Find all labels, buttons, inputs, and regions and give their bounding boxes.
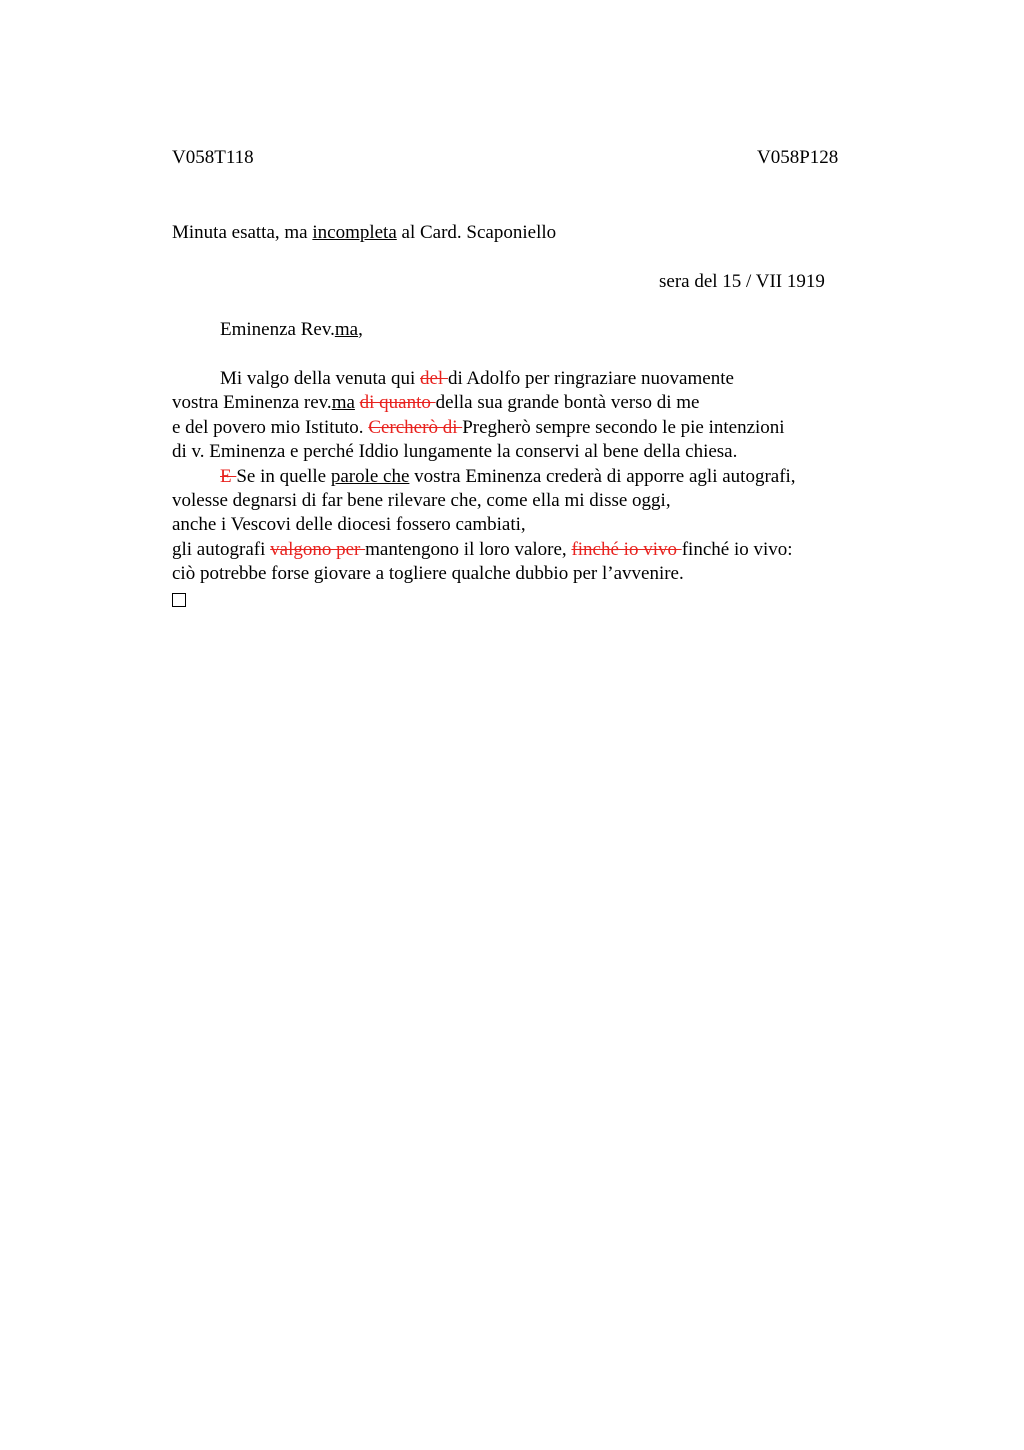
paragraph2-line1 — [172, 465, 872, 489]
deleted-text: di quanto — [359, 392, 436, 414]
paragraph1-line3 — [172, 416, 872, 440]
text-segment: volesse degnarsi di far bene rilevare che, come ella mi disse oggi, — [172, 489, 671, 511]
square-box-icon — [172, 593, 186, 607]
salutation-text: Eminenza Rev. — [220, 319, 335, 340]
letter-body — [172, 367, 872, 611]
title-text-end: al Card. Scaponiello — [396, 222, 557, 243]
text-segment: Mi valgo della venuta qui — [220, 368, 420, 389]
text-segment: della sua grande bontà verso di me — [435, 392, 700, 414]
paragraph2-line5 — [172, 562, 872, 586]
title-underlined-word: incompleta — [312, 222, 397, 243]
salutation — [220, 318, 363, 342]
text-segment: mantengono il loro valore, — [365, 538, 572, 560]
salutation-comma: , — [358, 319, 363, 340]
deleted-text: E — [220, 465, 237, 487]
underlined-phrase: parole che — [330, 465, 410, 487]
text-segment: vostra Eminenza crederà di apporre agli autografi, — [409, 465, 796, 487]
document-code-left: V058T118 — [172, 147, 254, 168]
text-segment: Se in quelle — [236, 465, 331, 487]
text-segment: vostra Eminenza rev. — [172, 392, 332, 414]
text-segment: finché io vivo: — [681, 538, 793, 560]
letter-date: sera del 15 / VII 1919 — [659, 271, 825, 292]
underlined-abbreviation: ma — [331, 392, 355, 414]
document-code-right: V058P128 — [757, 147, 839, 168]
paragraph2-line3 — [172, 513, 872, 537]
paragraph1-line2 — [172, 391, 872, 415]
paragraph1-line4 — [172, 440, 872, 464]
deleted-text: Cercherò di — [368, 416, 463, 438]
salutation-underlined: ma — [334, 319, 359, 340]
text-segment: anche i Vescovi delle diocesi fossero cambiati, — [172, 514, 526, 536]
end-marker-line — [172, 587, 872, 611]
deleted-text: del — [419, 368, 448, 389]
paragraph2-line2 — [172, 489, 872, 513]
text-segment: e del povero mio Istituto. — [172, 416, 369, 438]
title-text-start: Minuta esatta, ma — [172, 222, 313, 243]
text-segment: Pregherò sempre secondo le pie intenzioni — [462, 416, 785, 438]
paragraph1-line1 — [172, 367, 872, 391]
document-title — [172, 221, 556, 245]
text-segment: di Adolfo per ringraziare nuovamente — [447, 368, 734, 389]
deleted-text: finché io vivo — [571, 538, 682, 560]
text-segment: gli autografi — [172, 538, 271, 560]
text-segment: di v. Eminenza e perché Iddio lungamente la conservi al bene della chiesa. — [172, 441, 738, 463]
text-segment: ciò potrebbe forse giovare a togliere qualche dubbio per l’avvenire. — [172, 563, 684, 585]
deleted-text: valgono per — [270, 538, 366, 560]
paragraph2-line4 — [172, 538, 872, 562]
